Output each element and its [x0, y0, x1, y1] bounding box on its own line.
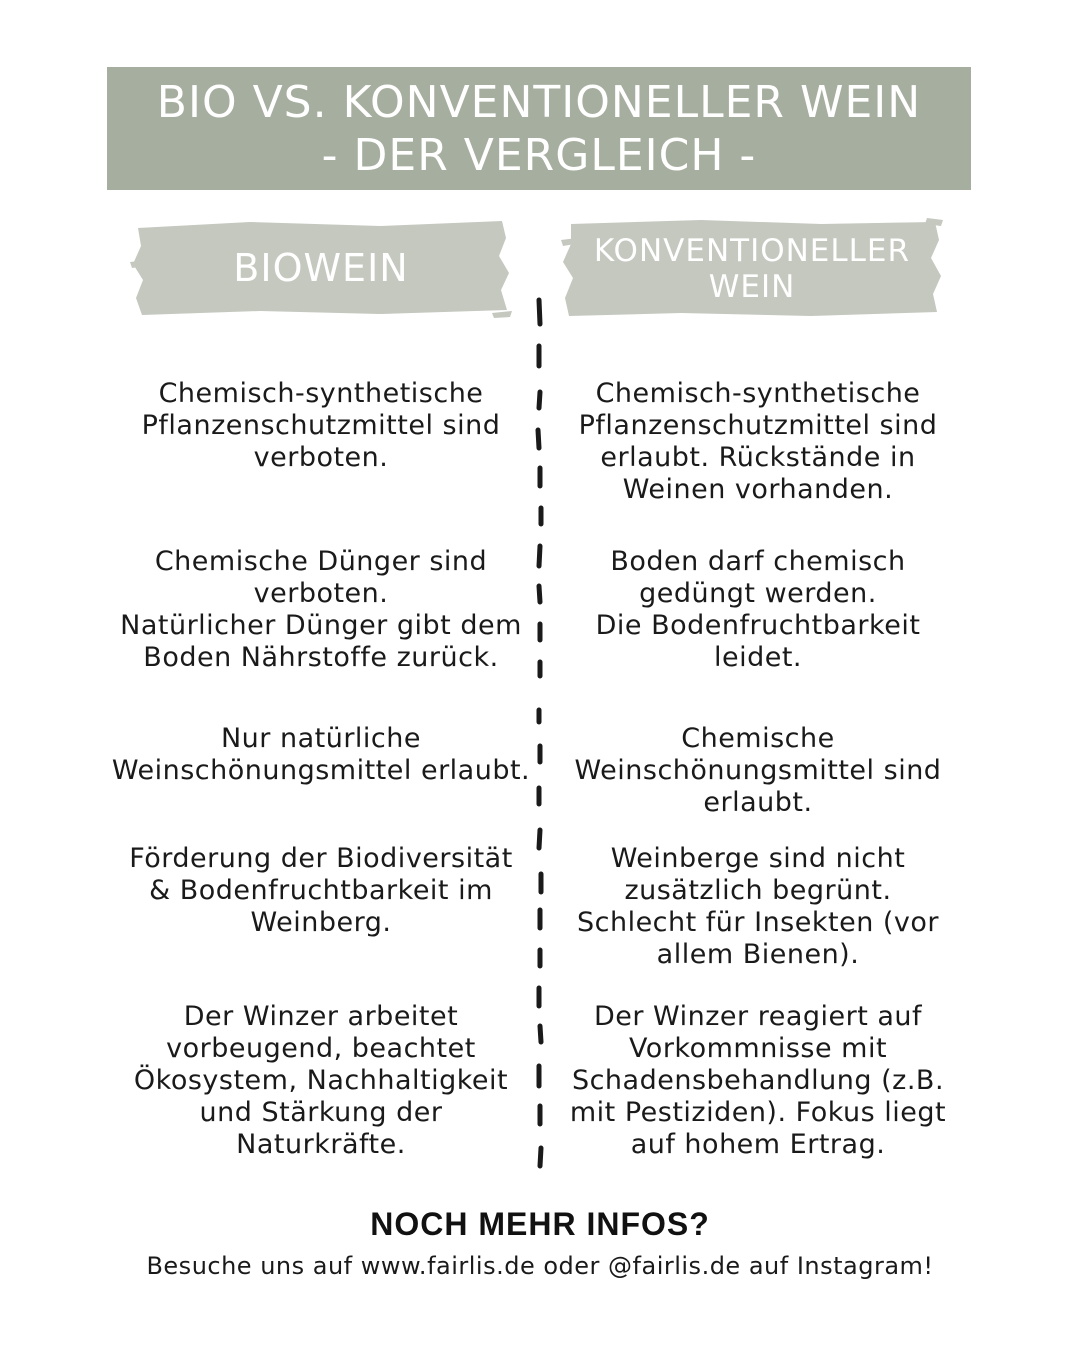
- text-line: Nur natürliche: [220, 723, 422, 754]
- text-line: Pflanzenschutzmittel sind: [141, 410, 501, 441]
- text-line: Chemisch-synthetische: [595, 378, 921, 409]
- text-line: Chemisch-synthetische: [158, 378, 484, 409]
- text-line: Weinschönungsmittel sind: [574, 755, 942, 786]
- text-line: gedüngt werden.: [639, 578, 877, 609]
- footer-contact-text: Besuche uns auf www.fairlis.de oder @fairlis.de auf Instagram!: [146, 1252, 934, 1280]
- text-line: mit Pestiziden). Fokus liegt: [569, 1097, 947, 1128]
- text-line: Der Winzer arbeitet: [183, 1001, 459, 1032]
- text-line: Weinschönungsmittel erlaubt.: [111, 755, 531, 786]
- konventionell-header-line-2: WEIN: [708, 269, 796, 305]
- text-line: erlaubt. Rückstände in: [600, 442, 916, 473]
- biowein-winzer-text: [105, 1001, 537, 1161]
- biowein-column-header: [130, 218, 512, 318]
- konventionell-column-header: [561, 218, 943, 318]
- title-banner: [107, 67, 971, 190]
- text-line: Schlecht für Insekten (vor: [576, 907, 940, 938]
- text-line: Boden Nährstoffe zurück.: [143, 642, 499, 673]
- text-line: Weinberg.: [250, 907, 392, 938]
- text-line: Weinberge sind nicht: [610, 843, 906, 874]
- text-line: allem Bienen).: [656, 939, 860, 970]
- text-line: leidet.: [713, 642, 803, 673]
- text-line: Chemische: [681, 723, 835, 754]
- text-line: Chemische Dünger sind: [154, 546, 488, 577]
- text-line: Ökosystem, Nachhaltigkeit: [133, 1065, 509, 1096]
- konventionell-begruenung-text: [548, 843, 968, 971]
- text-line: Vorkommnisse mit: [628, 1033, 888, 1064]
- title-line-2: - DER VERGLEICH -: [321, 129, 757, 181]
- text-line: erlaubt.: [703, 787, 813, 818]
- text-line: Naturkräfte.: [236, 1129, 406, 1160]
- text-line: Förderung der Biodiversität: [129, 843, 513, 874]
- konventionell-pflanzenschutz-text: [548, 378, 968, 506]
- text-line: Weinen vorhanden.: [622, 474, 894, 505]
- biowein-biodiversitaet-text: [105, 843, 537, 939]
- text-line: Der Winzer reagiert auf: [593, 1001, 923, 1032]
- text-line: & Bodenfruchtbarkeit im: [149, 875, 493, 906]
- text-line: Die Bodenfruchtbarkeit: [595, 610, 921, 641]
- text-line: zusätzlich begrünt.: [624, 875, 892, 906]
- konventionell-duenger-text: [548, 546, 968, 674]
- biowein-pflanzenschutz-text: [105, 378, 537, 474]
- konventionell-schoenung-text: [548, 723, 968, 819]
- konventionell-winzer-text: [548, 1001, 968, 1161]
- title-line-1: BIO VS. KONVENTIONELLER WEIN: [156, 76, 922, 128]
- konventionell-header-line-1: KONVENTIONELLER: [593, 233, 911, 269]
- text-line: und Stärkung der: [199, 1097, 443, 1128]
- text-line: Boden darf chemisch: [610, 546, 906, 577]
- text-line: auf hohem Ertrag.: [630, 1129, 886, 1160]
- text-line: verboten.: [253, 578, 389, 609]
- text-line: vorbeugend, beachtet: [166, 1033, 476, 1064]
- footer-title: NOCH MEHR INFOS?: [370, 1206, 710, 1242]
- text-line: Pflanzenschutzmittel sind: [578, 410, 938, 441]
- biowein-header-label: BIOWEIN: [233, 246, 409, 290]
- biowein-duenger-text: [105, 546, 537, 674]
- biowein-schoenung-text: [105, 723, 537, 787]
- konventionell-header-label: [561, 218, 943, 318]
- text-line: verboten.: [253, 442, 389, 473]
- text-line: Schadensbehandlung (z.B.: [571, 1065, 945, 1096]
- text-line: Natürlicher Dünger gibt dem: [120, 610, 522, 641]
